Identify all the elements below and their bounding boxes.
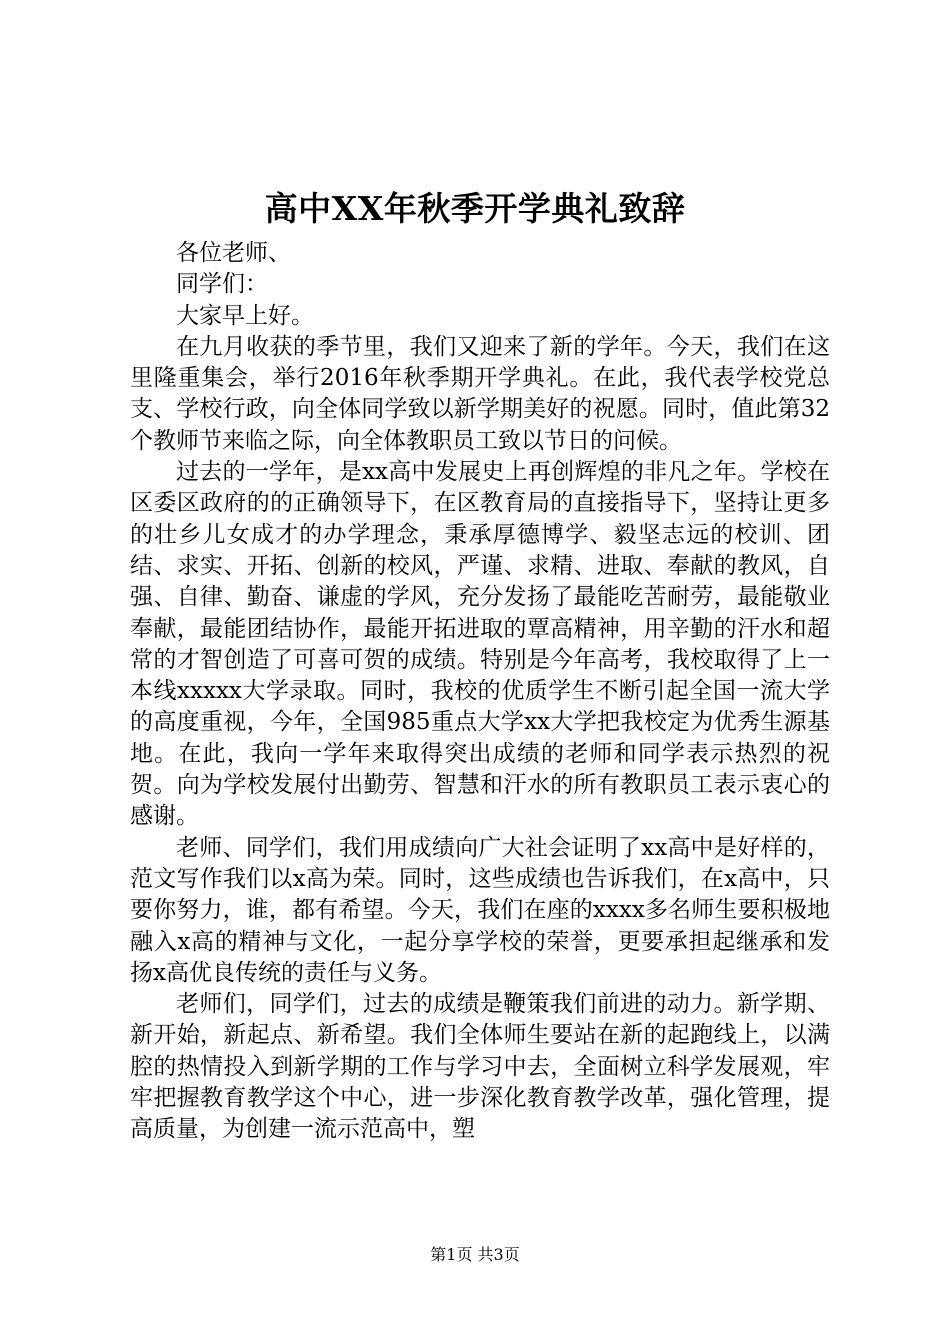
page-footer: 第1页 共3页 [430, 1245, 520, 1264]
body-paragraph: 老师们，同学们，过去的成绩是鞭策我们前进的动力。新学期、新开始，新起点、新希望。我们全体师生要站在新的起跑线上，以满腔的热情投入到新学期的工作与学习中去，全面树立科学发展观，牢牢把握教育教学这个中心，进一步深化教育教学改革，强化管理，提高质量，为创建一流示范高中，塑 [130, 991, 830, 1143]
body-paragraph: 过去的一学年，是xx高中发展史上再创辉煌的非凡之年。学校在区委区政府的的正确领导下，在区教育局的直接指导下，坚持让更多的壮乡儿女成才的办学理念，秉承厚德博学、毅坚志远的校训、团结、求实、开拓、创新的校风，严谨、求精、进取、奉献的教风，自强、自律、勤奋、谦虚的学风，充分发扬了最能吃苦耐劳，最能敬业奉献，最能团结协作，最能开拓进取的覃高精神，用辛勤的汗水和超常的才智创造了可喜可贺的成绩。特别是今年高考，我校取得了上一本线xxxxx大学录取。同时，我校的优质学生不断引起全国一流大学的高度重视，今年，全国985重点大学xx大学把我校定为优秀生源基地。在此，我向一学年来取得突出成绩的老师和同学表示热烈的祝贺。向为学校发展付出勤劳、智慧和汗水的所有教职员工表示衷心的感谢。 [130, 459, 830, 830]
body-paragraph: 老师、同学们，我们用成绩向广大社会证明了xx高中是好样的，范文写作我们以x高为荣。同时，这些成绩也告诉我们，在x高中，只要你努力，谁，都有希望。今天，我们在座的xxxx多名师生要积极地融入x高的精神与文化，一起分享学校的荣誉，更要承担起继承和发扬x高优良传统的责任与义务。 [130, 834, 830, 986]
body-paragraph: 在九月收获的季节里，我们又迎来了新的学年。今天，我们在这里隆重集会，举行2016年秋季期开学典礼。在此，我代表学校党总支、学校行政，向全体同学致以新学期美好的祝愿。同时，值此第32个教师节来临之际，向全体教职员工致以节日的问候。 [130, 333, 830, 454]
greeting-line: 同学们： [176, 271, 268, 298]
greeting-line: 各位老师、 [176, 240, 291, 266]
greeting-line: 大家早上好。 [176, 302, 314, 329]
document-body [130, 238, 830, 1146]
document-title: 高中XX年秋季开学典礼致辞 [264, 189, 686, 228]
